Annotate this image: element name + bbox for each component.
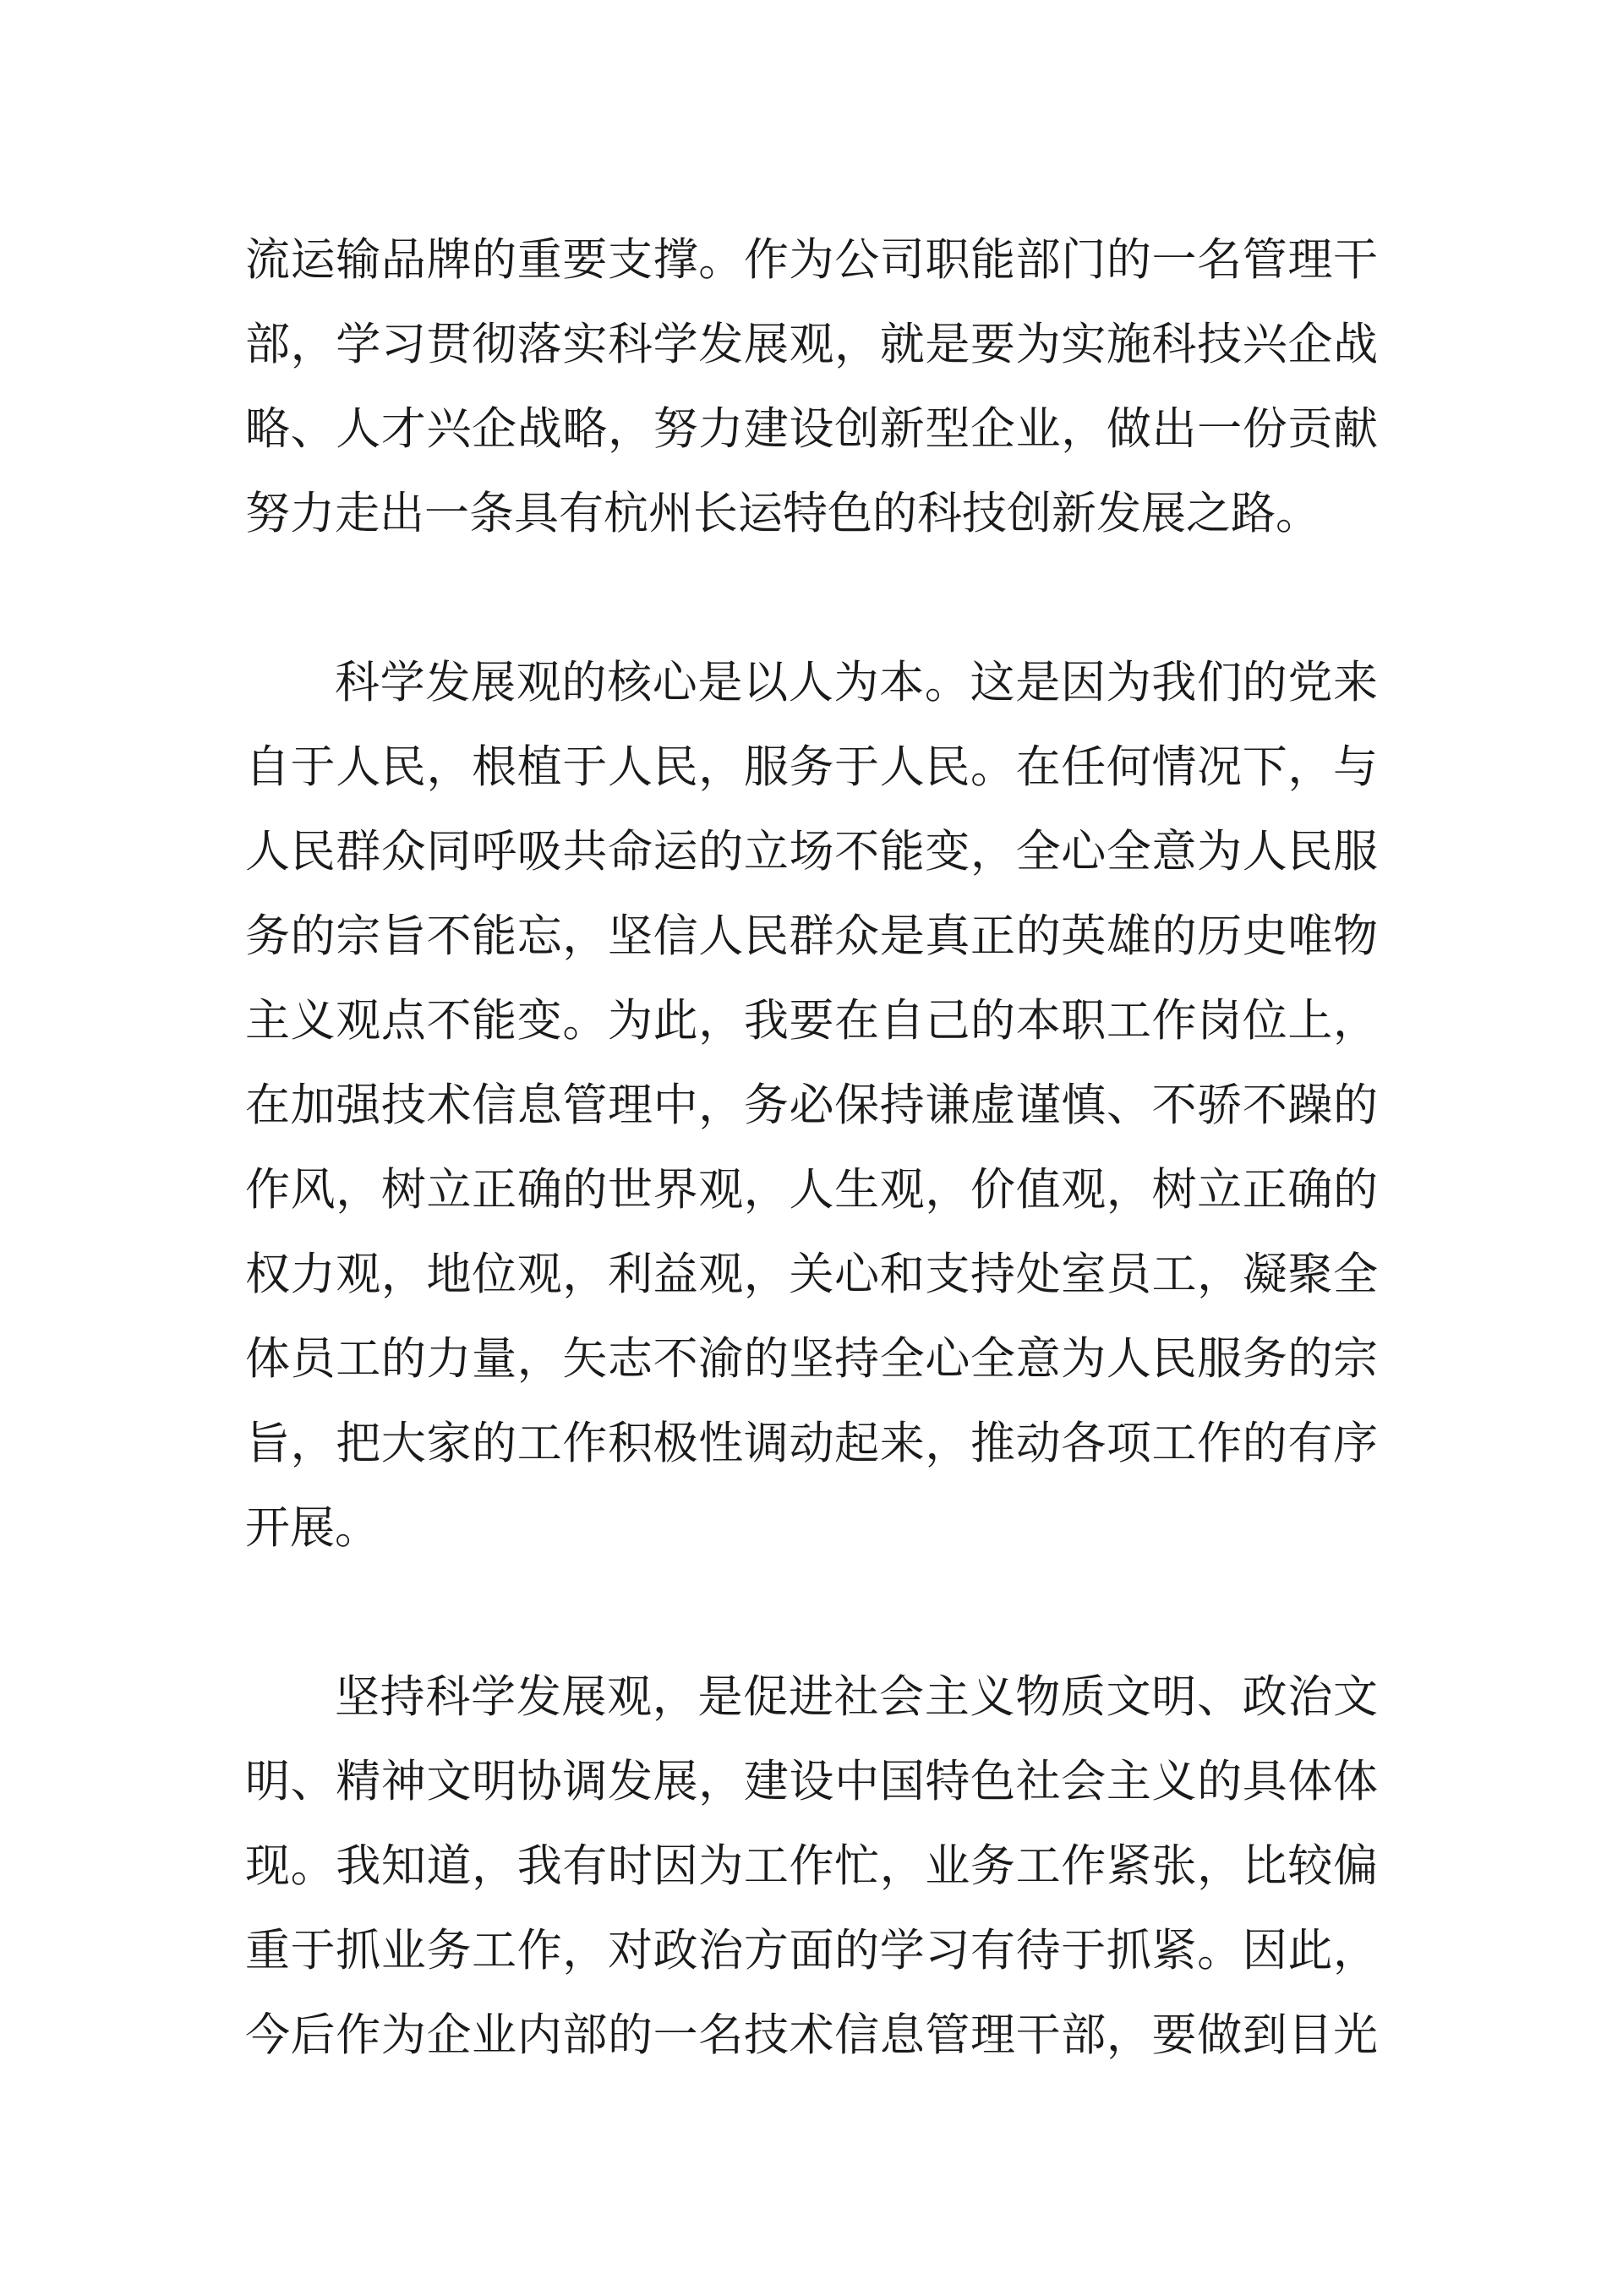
body-text (245, 218, 1378, 2078)
text-line: 流运输品牌的重要支撑。作为公司职能部门的一名管理干 (245, 234, 1378, 286)
text-line: 体员工的力量，矢志不渝的坚持全心全意为人民服务的宗 (245, 1333, 1378, 1385)
text-line: 努力走出一条具有杭州长运特色的科技创新发展之路。 (245, 488, 1320, 539)
paragraph-spacer (245, 1571, 1378, 1655)
paragraph-spacer (245, 556, 1378, 641)
text-line: 明、精神文明协调发展，建设中国特色社会主义的具体体 (245, 1756, 1378, 1807)
text-line: 略、人才兴企战略，努力建设创新型企业，做出一份贡献 (245, 403, 1378, 455)
text-line: 科学发展观的核心是以人为本。这是因为我们的党来 (335, 657, 1378, 708)
text-line: 人民群众同呼吸共命运的立场不能变，全心全意为人民服 (245, 826, 1378, 877)
text-line: 务的宗旨不能忘，坚信人民群众是真正的英雄的历史唯物 (245, 910, 1378, 962)
paragraph-3 (245, 1655, 1378, 2078)
text-line: 开展。 (245, 1502, 380, 1554)
text-line: 自于人民，根植于人民，服务于人民。在任何情况下，与 (245, 741, 1378, 793)
text-line: 作风，树立正确的世界观，人生观，价值观，树立正确的 (245, 1164, 1378, 1216)
paragraph-1 (245, 218, 1378, 556)
text-line: 部，学习贯彻落实科学发展观，就是要为实施科技兴企战 (245, 319, 1378, 370)
text-line: 权力观，地位观，利益观，关心和支持处室员工，凝聚全 (245, 1249, 1378, 1300)
text-line: 坚持科学发展观，是促进社会主义物质文明、政治文 (335, 1671, 1378, 1723)
paragraph-2 (245, 641, 1378, 1571)
text-line: 现。我知道，我有时因为工作忙，业务工作紧张，比较偏 (245, 1840, 1378, 1892)
text-line: 重于抓业务工作，对政治方面的学习有待于抓紧。因此， (245, 1925, 1378, 1976)
text-line: 主义观点不能变。为此，我要在自己的本职工作岗位上， (245, 995, 1378, 1047)
text-line: 旨，把大家的工作积极性调动起来，推动各项工作的有序 (245, 1418, 1378, 1469)
text-line: 今后作为企业内部的一名技术信息管理干部，要做到目光 (245, 2009, 1378, 2061)
text-line: 在加强技术信息管理中，务必保持谦虚谨慎、不骄不躁的 (245, 1080, 1378, 1131)
